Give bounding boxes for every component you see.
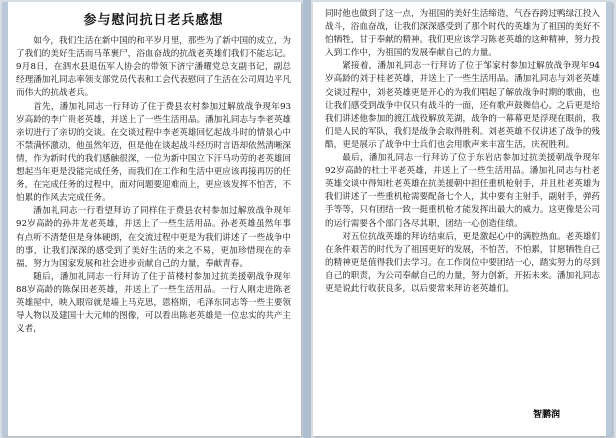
document-page-right	[313, 2, 612, 436]
author-signature: 智鹏润	[532, 410, 560, 420]
document-page-left	[2, 2, 301, 436]
paragraph: 首先，潘加礼同志一行拜访了住于费县农村参加过解放战争现年93岁高龄的李广贵老英雄，并送上了一些生活用品。潘加礼同志与李老英雄亲切进行了亲切的交谈。在交谈过程中李老英雄回忆起战斗时的情景心中不禁满怀激动，他虽然年迈，但是他在谈起战斗经历时言语却依然清晰深情，作为新时代的我们感触很深，一位为新中国立下汗马功劳的老英雄回想起当年更是没能完成任务，而我们在工作和生活中更应该再接再厉的任务，在完成任务的过程中，面对问题要迎难而上，更应该发挥不怕苦，不怕累的作风去完成任务。	[16, 101, 292, 204]
page-content	[325, 8, 600, 430]
page-content	[16, 12, 291, 430]
paragraph: 对五位抗战英雄的拜访结束后，更是激起心中的满腔热血。老英雄们在条件艰苦的时代为了祖国更好的发展，不怕苦，不怕累，甘愿牺牲自己的精神更是值得我们去学习。在工作岗位中要团结一心，踏实努力的尽到自己的职责，为公司奉献自己的力量，努力创新，开拓未来。潘加礼同志更是说此行收获良多，以后要常来拜访老英雄们。	[325, 231, 601, 294]
page-border	[2, 2, 8, 436]
page-border	[606, 2, 612, 436]
document-title: 参与慰问抗日老兵感想	[83, 13, 224, 28]
paragraph: 最后，潘加礼同志一行拜访了位于东岩店参加过抗美援朝战争现年92岁高龄的杜士平老英雄，并送上了一些生活用品。潘加礼同志与杜老英雄交谈中得知杜老英雄在抗美援朝中担任重机枪射手，并且杜老英雄为我们讲述了一些重机枪需要配备七个人，其中要有主射手，副射手，弹药手等等，只有团结一致一挺重机枪才能发挥出最大的威力。这更像是公司的运行需要各个部门各尽其职，团结一心创造佳绩。	[325, 153, 601, 229]
paragraph: 如今，我们生活在新中国的和平岁月里，那些为了新中国的成立，为了我们的美好生活而马革裹尸，浴血奋战的抗战老英雄们我们不能忘记。9月8日，在泗水县退伍军人协会的带领下济宁潘耀党总支副书记，副总经理潘加礼同志率领支部党员代表和工会代表慰问了生活在公司周边平凡而伟大的抗战老兵。	[16, 36, 292, 99]
paragraph: 潘加礼同志一行看望拜访了同样住于费县农村参加过解放战争现年92岁高龄的孙井龙老英雄，并送上了一些生活用品。孙老英雄虽然年事有点听不清楚但是身体硬朗，在交流过程中更是为我们讲述了一些战争中的事，让我们深深的感受到了美好生活的来之不易，更加珍惜现在的幸福，努力为国家发展和社会进步贡献自己的力量，奉献青春。	[16, 206, 292, 269]
paragraph: 紧接着，潘加礼同志一行拜访了位于邹家村参加过解放战争现年94岁高龄的刘于桂老英雄，并送上了一些生活用品。潘加礼同志与刘老英雄交谈过程中，刘老英雄更是开心的为我们唱起了解放战争时期的歌曲，也让我们感受到战争中仅只有战斗的一面，还有歌声鼓舞信心。之后更是给我们讲述他参加的渡江战役解放芜湖，战争的一幕幕更是浮现在眼前，我们是人民的军队，我们是战争会取得胜利。刘老英雄不仅讲述了战争的残酷，更是展示了战争中士兵们也会用歌声来丰富生活，庆祝胜利。	[325, 61, 601, 150]
paragraph-continued: 同时他也做到了这一点，为祖国的美好生活缔造，气吞吞跨过鸭绿江投入战斗，浴血奋战，让我们深深感受到了那个时代的英雄为了祖国的美好不怕牺牲，甘于奉献的精神。我们更应该学习陈老英雄的这种精神，努力投入到工作中，为祖国的发展奉献自己的力量。	[325, 9, 601, 59]
paragraph: 随后，潘加礼同志一行拜访了住于苗楼村参加过抗美援朝战争现年88岁高龄的陈保田老英雄，并送上了一些生活用品。一行人刚走进陈老英雄屋中，映入眼帘就是墙上马克思，恩格斯，毛泽东同志等一些主要领导人物以及建国十大元帅的图像，可以看出陈老英雄是一位忠实的共产主义者，	[16, 271, 292, 335]
page-gutter	[303, 0, 311, 438]
